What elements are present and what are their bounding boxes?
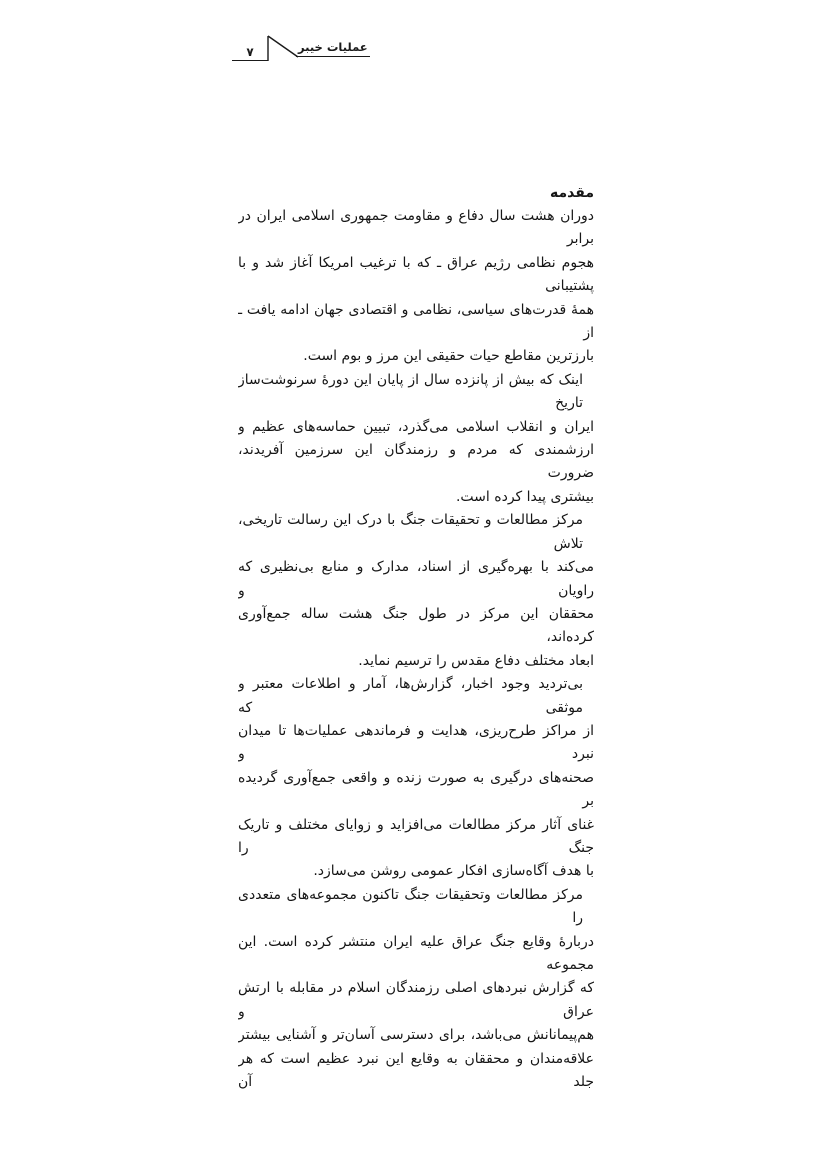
text-line: محققان این مرکز در طول جنگ هشت ساله جمع‌آوری کرده‌اند، xyxy=(238,605,594,646)
body-text xyxy=(238,181,594,1094)
text-line: با هدف آگاه‌سازی افکار عمومی روشن می‌سازد. xyxy=(313,863,594,880)
paragraph xyxy=(238,884,594,1095)
text-line: صحنه‌های درگیری به صورت زنده و واقعی جمع‌آوری گردیده بر xyxy=(238,769,594,810)
text-line: علاقه‌مندان و محققان به وقایع این نبرد عظیم است که هر جلد آن xyxy=(238,1050,594,1091)
text-line: هم‌پیمانانش می‌باشد، برای دسترسی آسان‌تر و آشنایی بیشتر xyxy=(238,1027,594,1044)
running-title: عملیات خیبر xyxy=(296,40,370,57)
text-line: ایران و انقلاب اسلامی می‌گذرد، تبیین حماسه‌های عظیم و xyxy=(238,418,594,435)
paragraph xyxy=(238,509,594,673)
text-line: بی‌تردید وجود اخبار، گزارش‌ها، آمار و اطلاعات معتبر و موثقی که xyxy=(238,676,583,716)
text-line: مرکز مطالعات وتحقیقات جنگ تاکنون مجموعه‌های متعددی را xyxy=(238,886,583,927)
text-line: می‌کند با بهره‌گیری از اسناد، مدارک و منابع بی‌نظیری که راویان و xyxy=(238,559,594,599)
text-line: که گزارش نبردهای اصلی رزمندگان اسلام در مقابله با ارتش عراق و xyxy=(238,980,594,1020)
text-line: هجوم نظامی رژیم عراق ـ که با ترغیب امریکا آغاز شد و با پشتیبانی xyxy=(238,254,594,295)
text-line: از مراکز طرح‌ریزی، هدایت و فرماندهی عملیات‌ها تا میدان نبرد و xyxy=(238,722,594,763)
text-line: همهٔ قدرت‌های سیاسی، نظامی و اقتصادی جهان ادامه یافت ـ از xyxy=(238,301,594,342)
paragraph xyxy=(238,673,594,884)
text-line: دربارهٔ وقایع جنگ عراق علیه ایران منتشر کرده است. این مجموعه xyxy=(238,933,594,973)
text-line: ابعاد مختلف دفاع مقدس را ترسیم نماید. xyxy=(358,652,594,669)
text-line: بیشتری پیدا کرده است. xyxy=(455,488,594,505)
text-line: دوران هشت سال دفاع و مقاومت جمهوری اسلامی ایران در برابر xyxy=(238,208,594,248)
text-line: مرکز مطالعات و تحقیقات جنگ با درک این رسالت تاریخی، تلاش xyxy=(238,512,583,552)
text-line: غنای آثار مرکز مطالعات می‌افزاید و زوایای مختلف و تاریک جنگ را xyxy=(238,816,594,856)
paragraph xyxy=(238,369,594,509)
paragraphs xyxy=(238,205,594,1094)
paragraph xyxy=(238,205,594,369)
text-line: ارزشمندی که مردم و رزمندگان این سرزمین آفریدند، ضرورت xyxy=(238,442,594,482)
section-heading: مقدمه xyxy=(550,185,594,201)
page-number: ۷ xyxy=(232,44,268,61)
text-line: اینک که بیش از پانزده سال از پایان این دورهٔ سرنوشت‌ساز تاریخ xyxy=(238,371,583,412)
text-line: بارزترین مقاطع حیات حقیقی این مرز و بوم است. xyxy=(303,348,594,365)
